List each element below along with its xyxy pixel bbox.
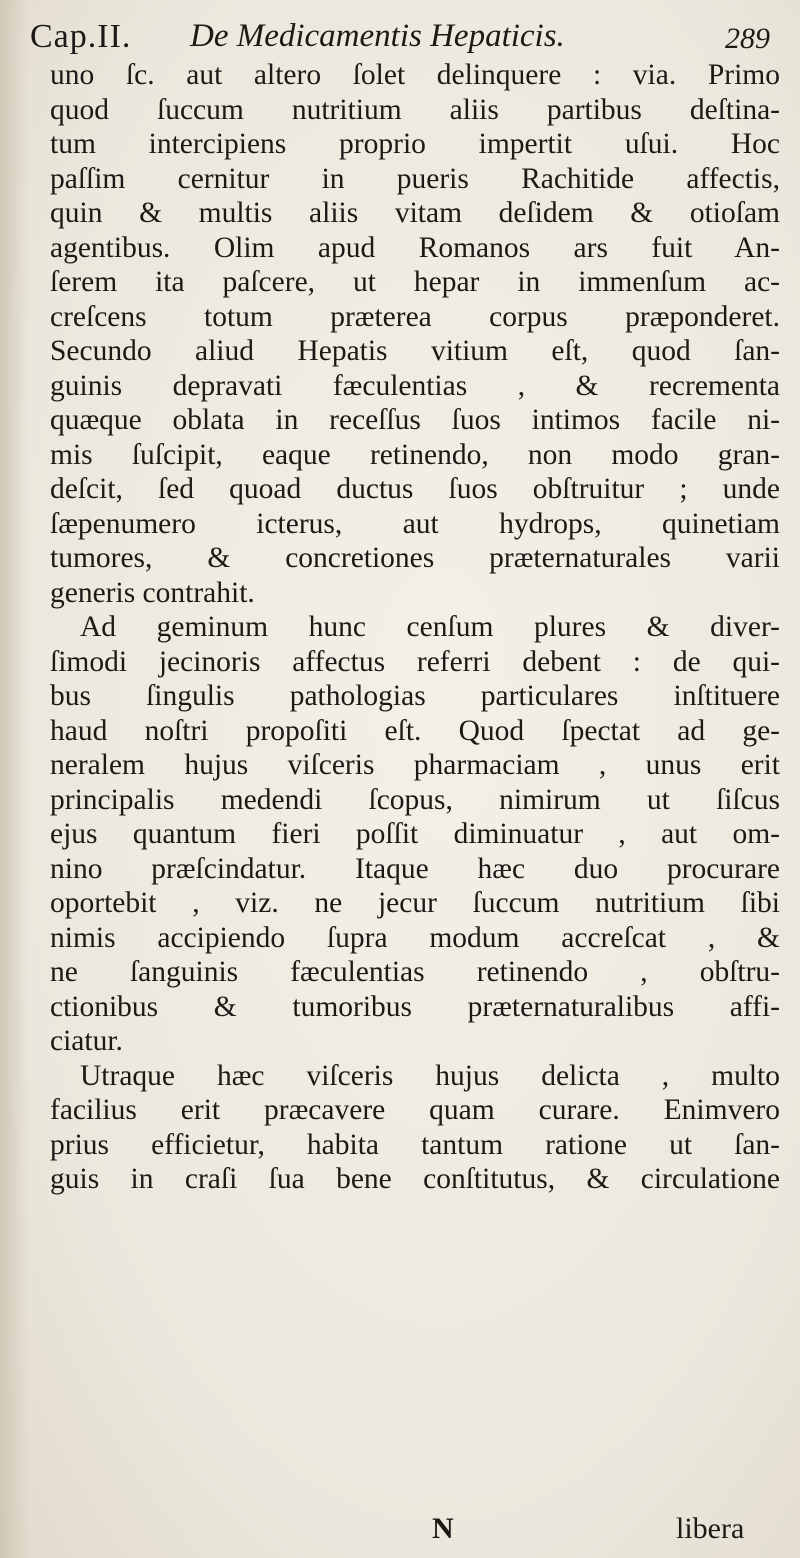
text-line: quin & multis aliis vitam deſidem & otioſam [50, 197, 780, 229]
text-line: Ad geminum hunc cenſum plures & diver- [80, 611, 780, 643]
text-line: bus ſingulis pathologias particulares inſtituere [50, 680, 780, 712]
text-line: guis in craſi ſua bene conſtitutus, & circulatione [50, 1163, 780, 1195]
text-line: Secundo aliud Hepatis vitium eſt, quod ſan- [50, 335, 780, 367]
text-line: mis ſuſcipit, eaque retinendo, non modo gran- [50, 438, 780, 471]
text-line: ne ſanguinis fæculentias retinendo , obſtru- [50, 956, 780, 988]
text-line: ctionibus & tumoribus præternaturalibus affi- [50, 990, 780, 1023]
text-line: generis contrahit. [50, 576, 255, 609]
text-line: ſerem ita paſcere, ut hepar in immenſum ac- [50, 266, 780, 298]
text-line: creſcens totum præterea corpus præponderet. [50, 300, 780, 333]
text-line: ſæpenumero icterus, aut hydrops, quinetiam [50, 507, 780, 540]
text-line: prius efficietur, habita tantum ratione ut ſan- [50, 1128, 780, 1161]
text-line: deſcit, ſed quoad ductus ſuos obſtruitur ; unde [50, 473, 780, 505]
text-line: agentibus. Olim apud Romanos ars fuit An- [50, 231, 780, 264]
body-text [50, 58, 780, 1197]
binding-gutter-shadow [0, 0, 28, 1558]
text-line: tumores, & concretiones præternaturales varii [50, 542, 780, 574]
text-line: ſimodi jecinoris affectus referri debent : de qui- [50, 645, 780, 678]
text-line: quod ſuccum nutritium aliis partibus deſtina- [50, 93, 780, 126]
text-line: ejus quantum fieri poſſit diminuatur , aut om- [50, 818, 780, 850]
text-line: guinis depravati fæculentias , & recrementa [50, 369, 780, 402]
page-footer [0, 1512, 800, 1552]
text-line: neralem hujus viſceris pharmaciam , unus erit [50, 749, 780, 781]
running-header [30, 14, 770, 58]
text-line: principalis medendi ſcopus, nimirum ut ſiſcus [50, 783, 780, 816]
running-title: De Medicamentis Hepaticis. [190, 18, 565, 54]
text-line: tum intercipiens proprio impertit uſui. Hoc [50, 128, 780, 160]
catchword: libera [676, 1512, 745, 1545]
text-line: Utraque hæc viſceris hujus delicta , multo [80, 1059, 780, 1092]
chapter-label: Cap.II. [30, 18, 132, 55]
text-line: oportebit , viz. ne jecur ſuccum nutritium ſibi [50, 887, 780, 919]
text-line: uno ſc. aut altero ſolet delinquere : via. Primo [50, 59, 780, 91]
text-line: ciatur. [50, 1025, 123, 1057]
text-line: facilius erit præcavere quam curare. Enimvero [50, 1094, 780, 1126]
text-line: quæque oblata in receſſus ſuos intimos facile ni- [50, 404, 780, 436]
text-line: paſſim cernitur in pueris Rachitide affectis, [50, 162, 780, 195]
signature-mark: N [432, 1512, 454, 1545]
text-line: nimis accipiendo ſupra modum accreſcat , & [50, 921, 780, 954]
page-number: 289 [725, 22, 770, 55]
text-line: haud noſtri propoſiti eſt. Quod ſpectat ad ge- [50, 714, 780, 747]
text-line: nino præſcindatur. Itaque hæc duo procurare [50, 852, 780, 885]
